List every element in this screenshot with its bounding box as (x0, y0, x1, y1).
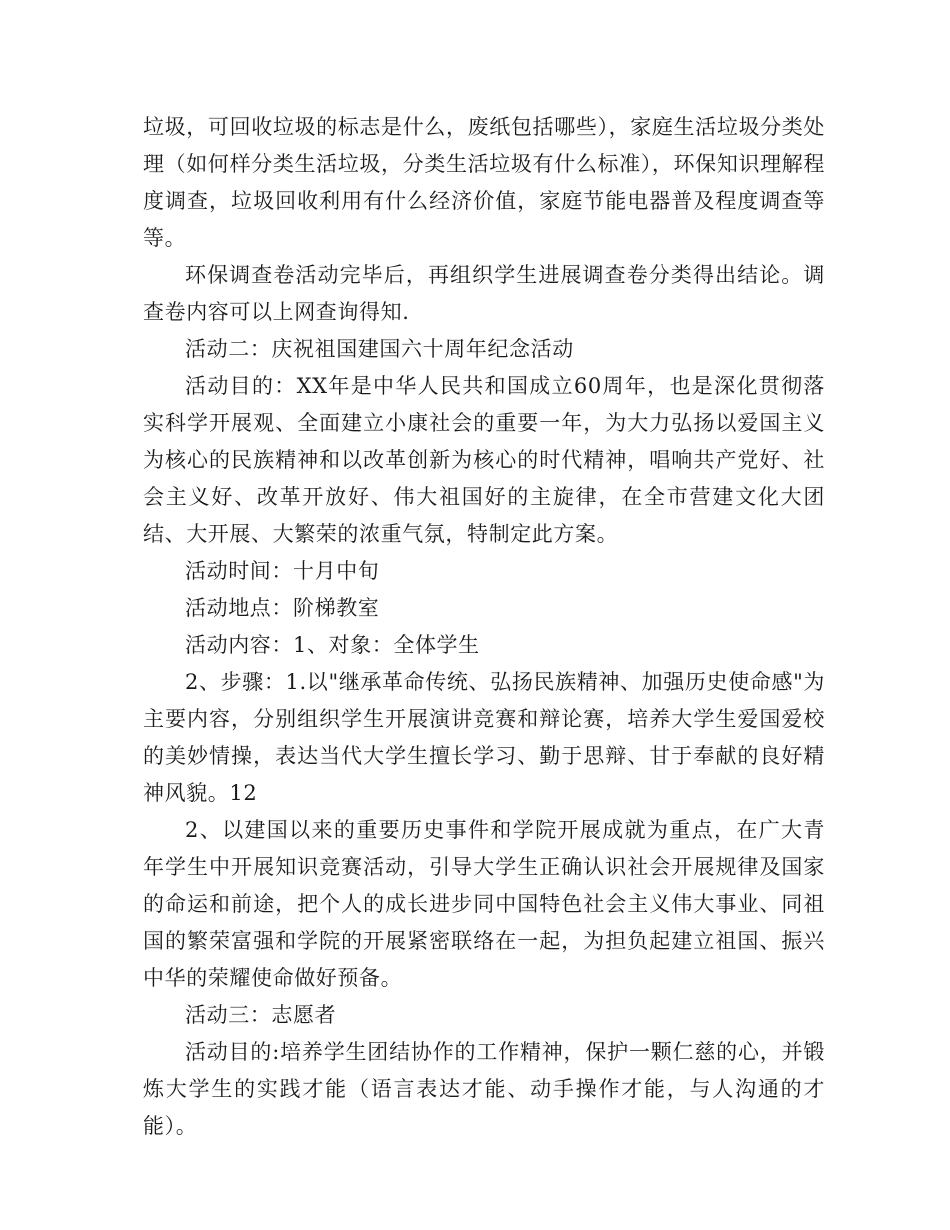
paragraph-activity-two-time: 活动时间：十月中旬 (185, 559, 380, 583)
paragraph-activity-two-location: 活动地点：阶梯教室 (185, 596, 380, 620)
heading-activity-two: 活动二：庆祝祖国建国六十周年纪念活动 (185, 337, 574, 361)
heading-activity-three: 活动三：志愿者 (185, 1003, 337, 1027)
document-body (143, 109, 825, 1145)
paragraph-activity-three-purpose: 活动目的:培养学生团结协作的工作精神，保护一颗仁慈的心，并锻炼大学生的实践才能（语言表达才能、动手操作才能，与人沟通的才能）。 (143, 1040, 825, 1138)
paragraph-activity-two-step-two: 2、以建国以来的重要历史事件和学院开展成就为重点，在广大青年学生中开展知识竞赛活动，引导大学生正确认识社会开展规律及国家的命运和前途，把个人的成长进步同中国特色社会主义伟大事业、同祖国的繁荣富强和学院的开展紧密联络在一起，为担负起建立祖国、振兴中华的荣耀使命做好预备。 (143, 818, 825, 990)
paragraph-activity-two-content: 活动内容：1、对象：全体学生 (185, 633, 480, 657)
paragraph-activity-two-steps: 2、步骤：1.以"继承革命传统、弘扬民族精神、加强历史使命感"为主要内容，分别组织学生开展演讲竞赛和辩论赛，培养大学生爱国爱校的美妙情操，表达当代大学生擅长学习、勤于思辩、甘于奉献的良好精神风貌。12 (143, 670, 825, 805)
paragraph-continuation: 垃圾，可回收垃圾的标志是什么，废纸包括哪些），家庭生活垃圾分类处理（如何样分类生活垃圾，分类生活垃圾有什么标准），环保知识理解程度调查，垃圾回收利用有什么经济价值，家庭节能电器普及程度调查等等。 (143, 115, 825, 250)
paragraph-survey-conclusion: 环保调查卷活动完毕后，再组织学生进展调查卷分类得出结论。调查卷内容可以上网查询得知. (143, 263, 825, 324)
paragraph-activity-two-purpose: 活动目的：XX年是中华人民共和国成立60周年，也是深化贯彻落实科学开展观、全面建立小康社会的重要一年，为大力弘扬以爱国主义为核心的民族精神和以改革创新为核心的时代精神，唱响共产党好、社会主义好、改革开放好、伟大祖国好的主旋律，在全市营建文化大团结、大开展、大繁荣的浓重气氛，特制定此方案。 (143, 374, 825, 546)
